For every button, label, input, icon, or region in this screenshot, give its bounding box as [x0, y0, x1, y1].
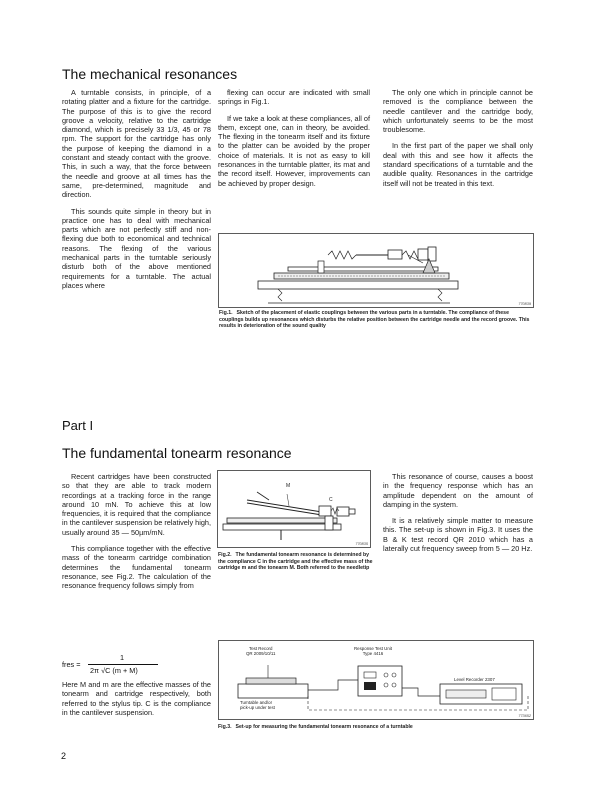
figure-1-drawing	[218, 233, 534, 308]
formula-denominator: 2π √C (m + M)	[90, 666, 138, 675]
paragraph: This sounds quite simple in theory but in practice one has to deal with mechanical parts which are not perfectly stiff and non-flexing due both to economical and technical reasons. The flexing of the various mechanical parts in the turntable seriously disturb both of the above mentioned requirements for a turntable. The actual places where	[62, 206, 211, 290]
resonance-formula	[62, 653, 212, 682]
section1-column-1	[62, 88, 211, 297]
page-number: 2	[61, 751, 67, 761]
figure-3-response-unit-label	[354, 646, 392, 656]
figure-3-turntable-label	[240, 700, 275, 710]
paragraph: flexing can occur are indicated with small springs in Fig.1.	[218, 88, 370, 107]
figure-2-label-c: C	[329, 497, 333, 503]
figure-2-id: 770835	[355, 542, 368, 546]
figure-3-number: Fig.3.	[218, 724, 232, 730]
paragraph: This resonance of course, causes a boost in the frequency response which has an amplitude dependent on the amount of damping in the system.	[383, 472, 533, 509]
figure-3-test-record-label	[246, 646, 275, 656]
figure-2-drawing	[217, 470, 371, 548]
figure-1-caption	[219, 310, 534, 330]
figure-3-recorder-label: Level Recorder 2307	[454, 677, 495, 682]
figure-1-number: Fig.1.	[219, 310, 233, 316]
figure-2-label-m: M	[286, 483, 291, 489]
section-title-mechanical-resonances: The mechanical resonances	[62, 66, 238, 82]
figure-2-caption-text: The fundamental tonearm resonance is determined by the compliance C in the cartridge and the effective mass of the cartridge m and the tonearm M. Both referred to the needletip	[218, 552, 373, 572]
figure-1-id: 770839	[518, 302, 531, 306]
part-heading: Part I	[62, 418, 94, 433]
formula-numerator: 1	[120, 653, 125, 662]
paragraph: Recent cartridges have been constructed so that they are able to track modern recordings at a tracking force in the range around 10 mN. To achieve this at low frequencies, it is required that the compliance in the cantilever suspension be relatively high, usually around 35 — 50µm/mN.	[62, 472, 211, 537]
figure-2-number: Fig.2.	[218, 552, 232, 558]
turntable-label-line2: pick-up under test	[240, 705, 275, 710]
test-record-code: QR 2009/10/11	[246, 651, 276, 656]
figure-3-id: 773652	[518, 714, 531, 718]
fraction-bar	[88, 664, 158, 665]
formula-lhs: fres =	[62, 660, 81, 669]
section1-column-3	[383, 88, 533, 195]
section2-column-3	[383, 472, 533, 560]
paragraph: Here M and m are the effective masses of the tonearm and cartridge respectively, both referred to the stylus tip. C is the compliance in the cantilever suspension.	[62, 680, 211, 717]
paragraph: In the first part of the paper we shall only deal with this and see how it affects the standard specifications of a turntable and the audible quality. Resonances in the cartridge itself will not be treated in this text.	[383, 141, 533, 188]
figure-3-measurement-setup	[218, 640, 534, 720]
section-title-fundamental-tonearm-resonance: The fundamental tonearm resonance	[62, 445, 292, 461]
figure-1-turntable-sketch	[218, 233, 534, 308]
paragraph: This compliance together with the effective mass of the tonearm cartridge combination determines the fundamental tonearm resonance, see Fig.2. The calculation of the resonance frequency follows simply from	[62, 544, 211, 591]
paragraph: It is a relatively simple matter to measure this. The set-up is shown in Fig.3. It uses the B & K test record QR 2010 which has a laterally cut frequency sweep from 5 — 20 Hz.	[383, 516, 533, 554]
figure-3-caption-text: Set-up for measuring the fundamental tonearm resonance of a turntable	[235, 724, 413, 730]
section2-column-1	[62, 472, 211, 598]
response-unit-type: Type 4416	[362, 651, 384, 656]
test-record-label: Test Record	[249, 646, 273, 651]
figure-2-tonearm-resonance	[217, 470, 371, 548]
turntable-label-line1: Turntable and/or	[240, 700, 273, 705]
section1-column-2	[218, 88, 370, 195]
paragraph: If we take a look at these compliances, all of them, except one, can in theory, be avoided. The flexing in the tonearm itself and its fixture to the platter can be avoided by the proper choice of materials. It is not as easy to kill resonances in the turntable platter, its mat and the record itself. However, improvements can be achieved by proper design.	[218, 113, 370, 188]
section2-column-1b	[62, 680, 211, 724]
paragraph: A turntable consists, in principle, of a rotating platter and a fixture for the cartridge. The purpose of this is to give the record groove a velocity, relative to the cartridge diamond, which is precisely 33 1/3, 45 or 78 rpm. The support for the cartridge has only the purpose of keeping the diamond in a constant and steady contact with the groove. This, in such a way, that the force between the needle and groove at all times has the same, pre-determined, magnitude and direction.	[62, 88, 211, 200]
figure-1-caption-text: Sketch of the placement of elastic couplings between the various parts in a turntable. The compliance of these couplings builds up resonances which disturbs the relative position between the cartridge needle and the record groove. This results in deterioration of the sound quality	[219, 310, 530, 330]
response-unit-label: Response Test Unit	[354, 646, 392, 651]
figure-2-caption	[218, 552, 374, 572]
paragraph: The only one which in principle cannot be removed is the compliance between the needle cantilever and the cartridge body, which unfortunately seems to be the most troublesome.	[383, 88, 533, 135]
figure-3-caption	[218, 724, 534, 731]
